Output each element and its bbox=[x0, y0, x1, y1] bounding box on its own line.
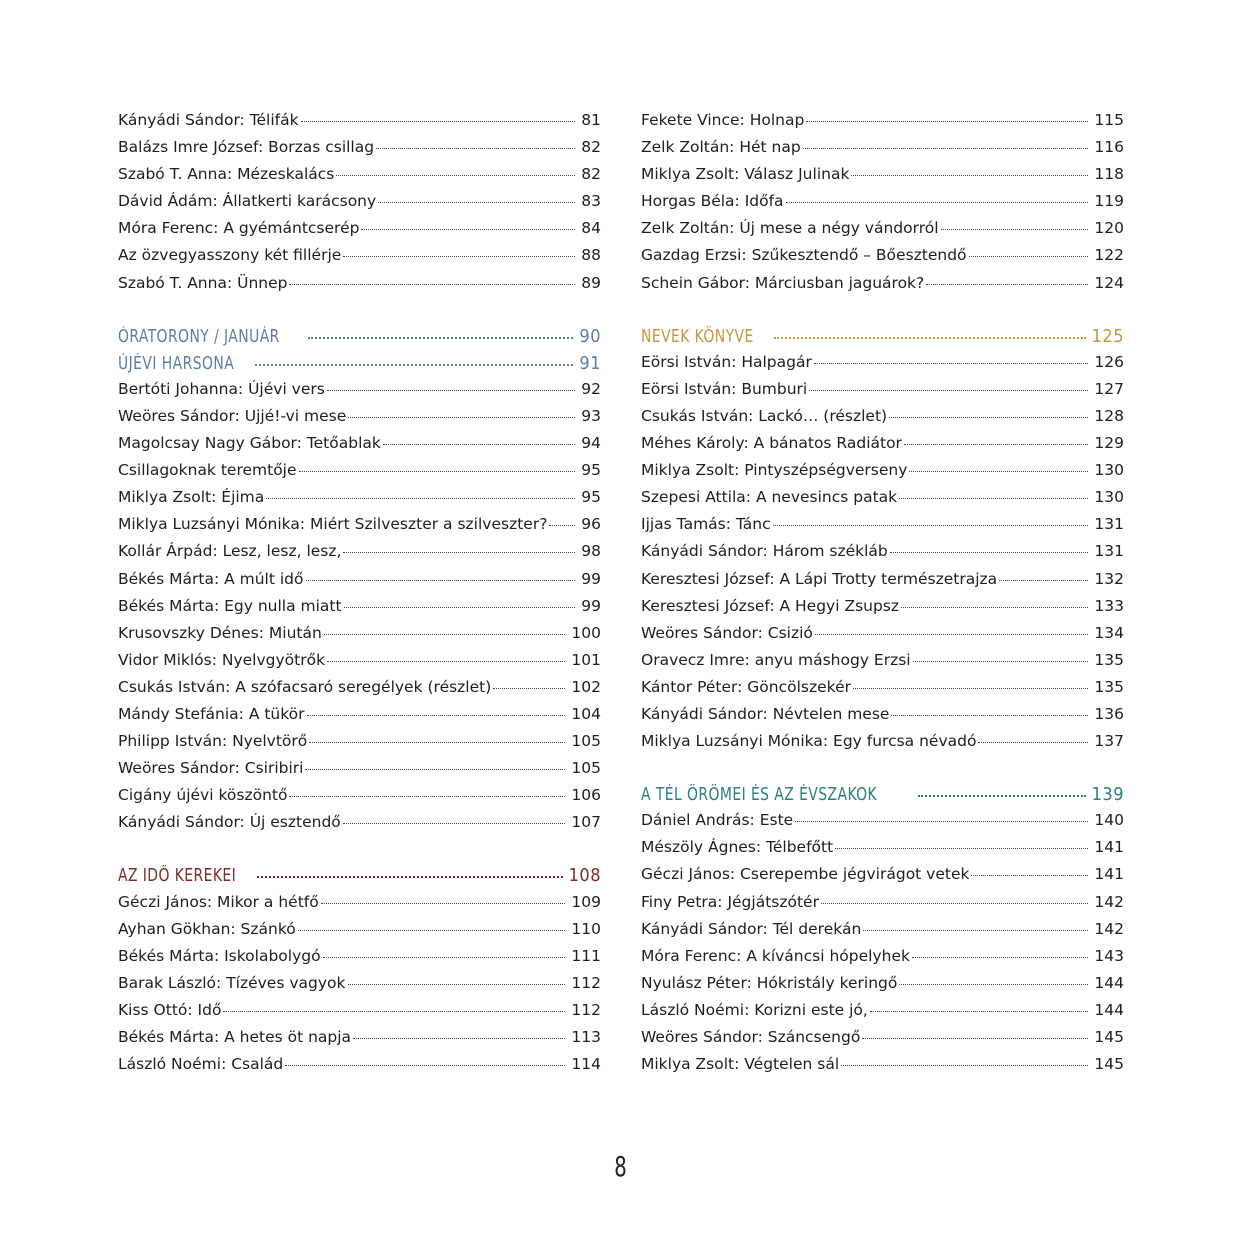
page-ref: 140 bbox=[1094, 811, 1124, 830]
page-ref: 112 bbox=[571, 1000, 601, 1019]
page-ref: 130 bbox=[1094, 461, 1124, 480]
dot-leader bbox=[255, 364, 573, 366]
entry-title: Az özvegyasszony két fillérje bbox=[118, 246, 342, 265]
page-ref: 129 bbox=[1094, 434, 1124, 453]
page-ref: 99 bbox=[581, 596, 601, 615]
dot-leader bbox=[289, 284, 575, 285]
dot-leader bbox=[773, 525, 1089, 526]
toc-right-column bbox=[641, 111, 1124, 1082]
section-spacer bbox=[641, 301, 1124, 326]
toc-entry bbox=[118, 786, 601, 813]
dot-leader bbox=[361, 229, 575, 230]
entry-title: Mészöly Ágnes: Télbefőtt bbox=[641, 838, 834, 857]
section-title: NEVEK KÖNYVE bbox=[641, 325, 754, 347]
page-ref: 141 bbox=[1094, 865, 1124, 884]
dot-leader bbox=[890, 552, 1089, 553]
entry-title: Eörsi István: Bumburi bbox=[641, 379, 808, 398]
entry-title: Géczi János: Cserepembe jégvirágot vetek bbox=[641, 865, 970, 884]
dot-leader bbox=[348, 417, 575, 418]
page-ref: 124 bbox=[1094, 273, 1124, 292]
page-ref: 119 bbox=[1094, 192, 1124, 211]
entry-title: Szabó T. Anna: Mézeskalács bbox=[118, 165, 335, 184]
dot-leader bbox=[912, 957, 1088, 958]
entry-title: Csukás István: Lackó… (részlet) bbox=[641, 406, 888, 425]
toc-entry bbox=[641, 947, 1124, 974]
toc-entry bbox=[118, 974, 601, 1001]
page-ref: 115 bbox=[1094, 111, 1124, 129]
dot-leader bbox=[493, 688, 565, 689]
dot-leader bbox=[863, 930, 1088, 931]
toc-entry bbox=[641, 407, 1124, 434]
toc-entry bbox=[641, 219, 1124, 246]
entry-title: Méhes Károly: A bánatos Radiátor bbox=[641, 434, 902, 453]
toc-entry bbox=[641, 380, 1124, 407]
dot-leader bbox=[305, 769, 565, 770]
dot-leader bbox=[336, 175, 575, 176]
dot-leader bbox=[803, 148, 1089, 149]
section-spacer bbox=[118, 840, 601, 865]
entry-title: Weöres Sándor: Csiribiri bbox=[118, 759, 304, 778]
toc-section-heading bbox=[641, 784, 1124, 811]
dot-leader bbox=[378, 202, 575, 203]
dot-leader bbox=[223, 1011, 565, 1012]
dot-leader bbox=[306, 580, 576, 581]
toc-entry bbox=[641, 1055, 1124, 1082]
entry-title: Kányádi Sándor: Télifák bbox=[118, 111, 299, 129]
entry-title: Gazdag Erzsi: Szűkesztendő – Bőesztendő bbox=[641, 246, 967, 265]
dot-leader bbox=[913, 661, 1089, 662]
entry-title: Vidor Miklós: Nyelvgyötrők bbox=[118, 650, 326, 669]
dot-leader bbox=[257, 876, 562, 878]
entry-title: Nyulász Péter: Hókristály keringő bbox=[641, 973, 898, 992]
page-ref: 91 bbox=[579, 352, 601, 374]
dot-leader bbox=[978, 742, 1088, 743]
dot-leader bbox=[343, 256, 575, 257]
entry-title: László Noémi: Korizni este jó, bbox=[641, 1000, 868, 1019]
section-title: ÚJÉVI HARSONA bbox=[118, 352, 235, 374]
toc-entry bbox=[118, 165, 601, 192]
entry-title: Dániel András: Este bbox=[641, 811, 794, 830]
page-ref: 128 bbox=[1094, 406, 1124, 425]
toc-entry bbox=[118, 219, 601, 246]
page-ref: 134 bbox=[1094, 623, 1124, 642]
toc-entry bbox=[118, 434, 601, 461]
dot-leader bbox=[301, 121, 576, 122]
toc-entry bbox=[118, 515, 601, 542]
toc-entry bbox=[641, 274, 1124, 301]
toc-entry bbox=[641, 192, 1124, 219]
toc-entry bbox=[641, 597, 1124, 624]
page-ref: 131 bbox=[1094, 542, 1124, 561]
toc-entry bbox=[641, 542, 1124, 569]
page-ref: 92 bbox=[581, 379, 601, 398]
toc-entry bbox=[118, 407, 601, 434]
entry-title: Móra Ferenc: A kíváncsi hópelyhek bbox=[641, 946, 910, 965]
page-ref: 120 bbox=[1094, 219, 1124, 238]
dot-leader bbox=[999, 580, 1088, 581]
toc-entry bbox=[641, 678, 1124, 705]
toc-entry bbox=[641, 920, 1124, 947]
page-ref: 142 bbox=[1094, 892, 1124, 911]
dot-leader bbox=[815, 634, 1089, 635]
toc-entry bbox=[118, 813, 601, 840]
entry-title: Kányádi Sándor: Névtelen mese bbox=[641, 704, 890, 723]
page-ref: 108 bbox=[568, 865, 601, 887]
page-ref: 145 bbox=[1094, 1055, 1124, 1074]
toc-entry bbox=[118, 1055, 601, 1082]
toc-entry bbox=[641, 974, 1124, 1001]
dot-leader bbox=[853, 688, 1088, 689]
toc-section-heading bbox=[641, 326, 1124, 353]
entry-title: Miklya Luzsányi Mónika: Egy furcsa névadó bbox=[641, 732, 977, 751]
dot-leader bbox=[323, 957, 566, 958]
entry-title: Kiss Ottó: Idő bbox=[118, 1000, 222, 1019]
dot-leader bbox=[309, 742, 565, 743]
page-ref: 127 bbox=[1094, 379, 1124, 398]
toc-entry bbox=[641, 838, 1124, 865]
toc-entry bbox=[118, 651, 601, 678]
entry-title: Zelk Zoltán: Hét nap bbox=[641, 138, 801, 157]
dot-leader bbox=[806, 121, 1088, 122]
toc-entry bbox=[641, 515, 1124, 542]
toc-entry bbox=[118, 542, 601, 569]
dot-leader bbox=[324, 634, 566, 635]
toc-entry bbox=[641, 732, 1124, 759]
page-ref: 131 bbox=[1094, 515, 1124, 534]
dot-leader bbox=[298, 930, 566, 931]
entry-title: Szabó T. Anna: Ünnep bbox=[118, 273, 288, 292]
toc-entry bbox=[641, 488, 1124, 515]
entry-title: Kántor Péter: Göncölszekér bbox=[641, 677, 851, 696]
page-ref: 101 bbox=[571, 650, 601, 669]
page-ref: 89 bbox=[581, 273, 601, 292]
dot-leader bbox=[870, 1011, 1089, 1012]
toc-entry bbox=[641, 165, 1124, 192]
section-title: AZ IDŐ KEREKEI bbox=[118, 865, 237, 887]
entry-title: Keresztesi József: A Lápi Trotty természetrajza bbox=[641, 569, 998, 588]
entry-title: Ijjas Tamás: Tánc bbox=[641, 515, 771, 534]
page-ref: 142 bbox=[1094, 919, 1124, 938]
dot-leader bbox=[308, 337, 573, 339]
toc-entry bbox=[641, 893, 1124, 920]
page-ref: 111 bbox=[571, 946, 601, 965]
entry-title: Keresztesi József: A Hegyi Zsupsz bbox=[641, 596, 900, 615]
toc-entry bbox=[118, 597, 601, 624]
toc-entry bbox=[118, 380, 601, 407]
toc-entry bbox=[118, 705, 601, 732]
section-spacer bbox=[118, 301, 601, 326]
page-ref: 122 bbox=[1094, 246, 1124, 265]
dot-leader bbox=[918, 795, 1086, 797]
entry-title: Csillagoknak teremtője bbox=[118, 461, 297, 480]
dot-leader bbox=[862, 1038, 1088, 1039]
page-ref: 104 bbox=[571, 704, 601, 723]
dot-leader bbox=[899, 498, 1088, 499]
dot-leader bbox=[841, 1065, 1088, 1066]
page-ref: 83 bbox=[581, 192, 601, 211]
section-spacer bbox=[641, 759, 1124, 784]
toc-entry bbox=[641, 865, 1124, 892]
entry-title: Békés Márta: Egy nulla miatt bbox=[118, 596, 342, 615]
dot-leader bbox=[353, 1038, 565, 1039]
toc-entry bbox=[641, 434, 1124, 461]
page-ref: 126 bbox=[1094, 352, 1124, 371]
page-ref: 125 bbox=[1091, 325, 1124, 347]
dot-leader bbox=[376, 148, 575, 149]
toc-entry bbox=[118, 920, 601, 947]
dot-leader bbox=[327, 390, 575, 391]
page-ref: 100 bbox=[571, 623, 601, 642]
toc-left-column bbox=[118, 111, 601, 1082]
entry-title: Balázs Imre József: Borzas csillag bbox=[118, 138, 375, 157]
page-ref: 88 bbox=[581, 246, 601, 265]
dot-leader bbox=[821, 903, 1088, 904]
page-ref: 110 bbox=[571, 919, 601, 938]
page-number: 8 bbox=[614, 1150, 627, 1183]
dot-leader bbox=[941, 229, 1089, 230]
page-ref: 113 bbox=[571, 1028, 601, 1046]
dot-leader bbox=[299, 471, 576, 472]
entry-title: Kányádi Sándor: Három székláb bbox=[641, 542, 888, 561]
page-ref: 118 bbox=[1094, 165, 1124, 184]
dot-leader bbox=[549, 525, 575, 526]
page-ref: 94 bbox=[581, 434, 601, 453]
toc-entry bbox=[118, 138, 601, 165]
toc-section-heading bbox=[118, 326, 601, 353]
dot-leader bbox=[971, 875, 1088, 876]
dot-leader bbox=[899, 984, 1088, 985]
page-ref: 136 bbox=[1094, 704, 1124, 723]
dot-leader bbox=[307, 715, 566, 716]
dot-leader bbox=[321, 903, 566, 904]
dot-leader bbox=[851, 175, 1088, 176]
dot-leader bbox=[889, 417, 1088, 418]
page-ref: 141 bbox=[1094, 838, 1124, 857]
toc-entry bbox=[118, 111, 601, 138]
dot-leader bbox=[795, 821, 1088, 822]
section-title: A TÉL ÖRÖMEI ÉS AZ ÉVSZAKOK bbox=[641, 784, 878, 806]
entry-title: Oravecz Imre: anyu máshogy Erzsi bbox=[641, 650, 911, 669]
entry-title: Finy Petra: Jégjátszótér bbox=[641, 892, 819, 911]
page-ref: 135 bbox=[1094, 677, 1124, 696]
page-ref: 82 bbox=[581, 165, 601, 184]
page-ref: 135 bbox=[1094, 650, 1124, 669]
toc-entry bbox=[118, 732, 601, 759]
page-ref: 139 bbox=[1091, 784, 1124, 806]
dot-leader bbox=[327, 661, 565, 662]
entry-title: Magolcsay Nagy Gábor: Tetőablak bbox=[118, 434, 381, 453]
entry-title: Békés Márta: A hetes öt napja bbox=[118, 1028, 352, 1046]
entry-title: Krusovszky Dénes: Miután bbox=[118, 623, 322, 642]
dot-leader bbox=[926, 284, 1088, 285]
page-ref: 98 bbox=[581, 542, 601, 561]
entry-title: Kollár Árpád: Lesz, lesz, lesz, bbox=[118, 542, 342, 561]
toc-entry bbox=[118, 461, 601, 488]
page-ref: 84 bbox=[581, 219, 601, 238]
entry-title: Cigány újévi köszöntő bbox=[118, 786, 288, 805]
page-ref: 102 bbox=[571, 677, 601, 696]
toc-entry bbox=[118, 947, 601, 974]
toc-entry bbox=[118, 1001, 601, 1028]
dot-leader bbox=[343, 552, 575, 553]
entry-title: Szepesi Attila: A nevesincs patak bbox=[641, 488, 898, 507]
toc-entry bbox=[641, 353, 1124, 380]
page-ref: 144 bbox=[1094, 1000, 1124, 1019]
entry-title: Miklya Luzsányi Mónika: Miért Szilveszter a szilveszter? bbox=[118, 515, 548, 534]
toc-entry bbox=[641, 461, 1124, 488]
toc-entry bbox=[641, 246, 1124, 273]
dot-leader bbox=[344, 607, 576, 608]
dot-leader bbox=[969, 256, 1089, 257]
page-ref: 144 bbox=[1094, 973, 1124, 992]
entry-title: Békés Márta: A múlt idő bbox=[118, 569, 304, 588]
toc-entry bbox=[641, 1028, 1124, 1055]
toc-entry bbox=[641, 651, 1124, 678]
page-ref: 143 bbox=[1094, 946, 1124, 965]
dot-leader bbox=[383, 444, 575, 445]
page-ref: 95 bbox=[581, 461, 601, 480]
toc-entry bbox=[118, 678, 601, 705]
dot-leader bbox=[266, 498, 575, 499]
dot-leader bbox=[786, 202, 1089, 203]
page-ref: 112 bbox=[571, 973, 601, 992]
dot-leader bbox=[774, 337, 1086, 339]
toc-entry bbox=[118, 246, 601, 273]
dot-leader bbox=[343, 823, 566, 824]
entry-title: Philipp István: Nyelvtörő bbox=[118, 732, 308, 751]
toc-entry bbox=[641, 138, 1124, 165]
entry-title: Kányádi Sándor: Új esztendő bbox=[118, 813, 341, 832]
page-ref: 105 bbox=[571, 759, 601, 778]
page-ref: 81 bbox=[581, 111, 601, 129]
dot-leader bbox=[901, 607, 1088, 608]
page-ref: 95 bbox=[581, 488, 601, 507]
entry-title: László Noémi: Család bbox=[118, 1055, 284, 1074]
page-ref: 114 bbox=[571, 1055, 601, 1074]
entry-title: Fekete Vince: Holnap bbox=[641, 111, 805, 129]
page-ref: 130 bbox=[1094, 488, 1124, 507]
entry-title: Csukás István: A szófacsaró seregélyek (részlet) bbox=[118, 677, 492, 696]
page-ref: 90 bbox=[579, 325, 601, 347]
entry-title: Miklya Zsolt: Pintyszépségverseny bbox=[641, 461, 908, 480]
entry-title: Mándy Stefánia: A tükör bbox=[118, 704, 305, 723]
toc-entry bbox=[641, 1001, 1124, 1028]
page-ref: 96 bbox=[581, 515, 601, 534]
page-ref: 105 bbox=[571, 732, 601, 751]
entry-title: Eörsi István: Halpagár bbox=[641, 352, 812, 371]
entry-title: Miklya Zsolt: Végtelen sál bbox=[641, 1055, 840, 1074]
entry-title: Ayhan Gökhan: Szánkó bbox=[118, 919, 296, 938]
entry-title: Horgas Béla: Időfa bbox=[641, 192, 784, 211]
entry-title: Miklya Zsolt: Válasz Julinak bbox=[641, 165, 850, 184]
toc-entry bbox=[118, 570, 601, 597]
page-ref: 132 bbox=[1094, 569, 1124, 588]
page-ref: 109 bbox=[571, 892, 601, 911]
page-ref: 116 bbox=[1094, 138, 1124, 157]
toc-section-heading bbox=[118, 353, 601, 380]
entry-title: Géczi János: Mikor a hétfő bbox=[118, 892, 319, 911]
entry-title: Miklya Zsolt: Éjima bbox=[118, 488, 265, 507]
entry-title: Barak László: Tízéves vagyok bbox=[118, 973, 346, 992]
toc-section-heading bbox=[118, 865, 601, 892]
toc-entry bbox=[118, 624, 601, 651]
dot-leader bbox=[348, 984, 566, 985]
page-ref: 107 bbox=[571, 813, 601, 832]
entry-title: Kányádi Sándor: Tél derekán bbox=[641, 919, 862, 938]
page-ref: 106 bbox=[571, 786, 601, 805]
page-ref: 93 bbox=[581, 406, 601, 425]
page-ref: 145 bbox=[1094, 1028, 1124, 1046]
entry-title: Weöres Sándor: Csizió bbox=[641, 623, 813, 642]
toc-entry bbox=[641, 570, 1124, 597]
page-ref: 82 bbox=[581, 138, 601, 157]
toc-entry bbox=[118, 488, 601, 515]
entry-title: Zelk Zoltán: Új mese a négy vándorról bbox=[641, 219, 939, 238]
dot-leader bbox=[835, 848, 1088, 849]
toc-entry bbox=[118, 759, 601, 786]
toc-entry bbox=[641, 811, 1124, 838]
toc-entry bbox=[118, 274, 601, 301]
page-ref: 99 bbox=[581, 569, 601, 588]
entry-title: Schein Gábor: Márciusban jaguárok? bbox=[641, 273, 925, 292]
entry-title: Dávid Ádám: Állatkerti karácsony bbox=[118, 192, 377, 211]
dot-leader bbox=[814, 363, 1089, 364]
dot-leader bbox=[289, 796, 565, 797]
dot-leader bbox=[891, 715, 1088, 716]
toc-entry bbox=[118, 893, 601, 920]
dot-leader bbox=[285, 1065, 565, 1066]
dot-leader bbox=[909, 471, 1088, 472]
toc-entry bbox=[641, 624, 1124, 651]
section-title: ÓRATORONY / JANUÁR bbox=[118, 325, 280, 347]
toc-entry bbox=[118, 1028, 601, 1055]
dot-leader bbox=[904, 444, 1088, 445]
entry-title: Weöres Sándor: Száncsengő bbox=[641, 1028, 861, 1046]
entry-title: Móra Ferenc: A gyémántcserép bbox=[118, 219, 360, 238]
toc-entry bbox=[641, 705, 1124, 732]
entry-title: Weöres Sándor: Ujjé!-vi mese bbox=[118, 406, 347, 425]
entry-title: Békés Márta: Iskolabolygó bbox=[118, 946, 321, 965]
entry-title: Bertóti Johanna: Újévi vers bbox=[118, 379, 325, 398]
toc-entry bbox=[641, 111, 1124, 138]
page-ref: 133 bbox=[1094, 596, 1124, 615]
dot-leader bbox=[809, 390, 1088, 391]
toc-entry bbox=[118, 192, 601, 219]
page-ref: 137 bbox=[1094, 732, 1124, 751]
